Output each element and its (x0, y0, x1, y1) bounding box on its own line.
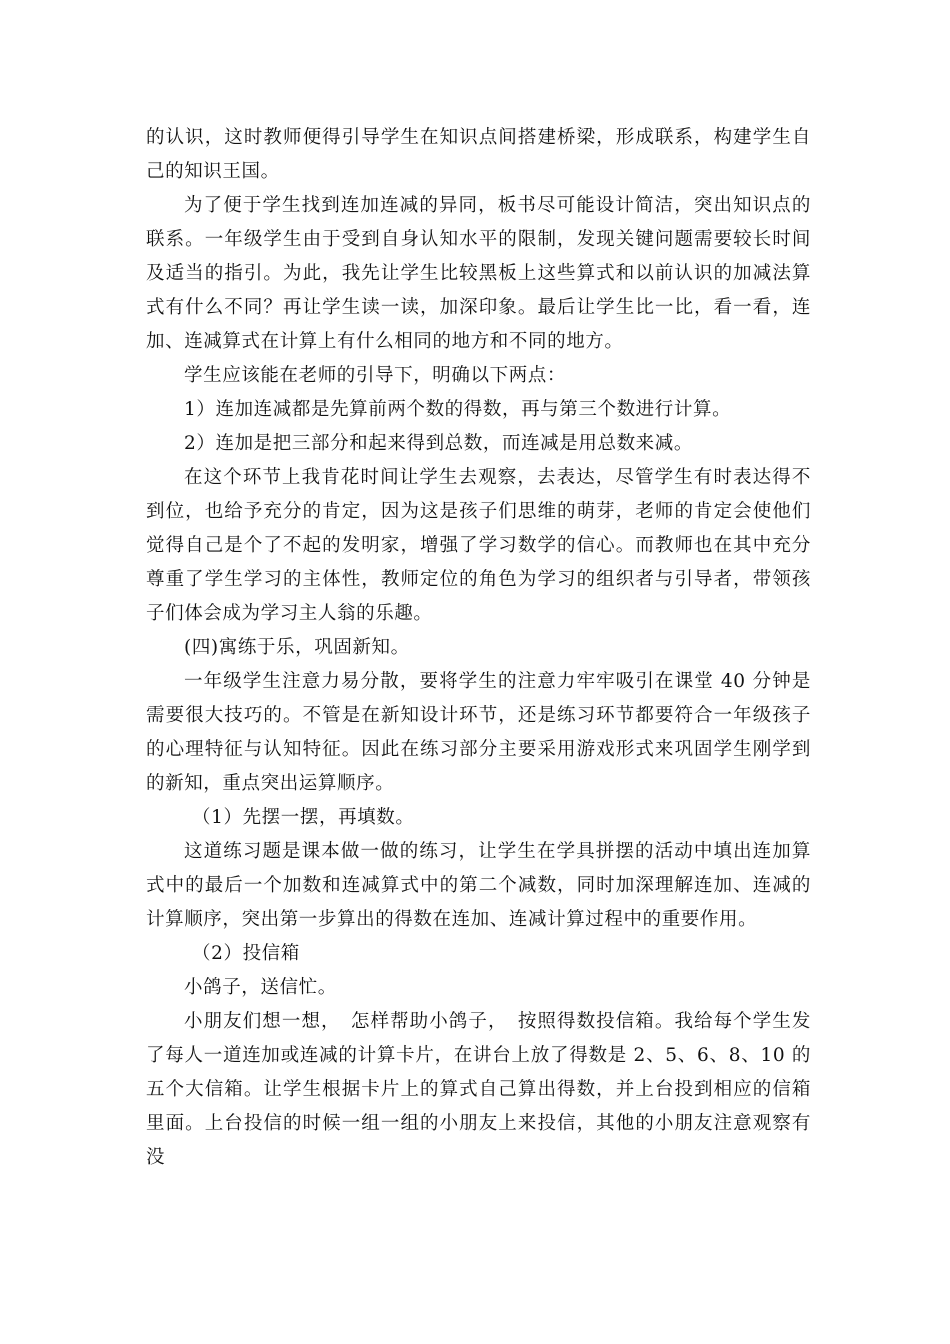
sub-heading-1: （1）先摆一摆，再填数。 (192, 807, 415, 828)
paragraph-5: 一年级学生注意力易分散，要将学生的注意力牢牢吸引在课堂 40 分钟是需要很大技巧的。不管是在新知设计环节，还是练习环节都要符合一年级孩子的心理特征与认知特征。因此在练习部分主要采用游戏形式来巩固学生刚学到的新知，重点突出运算顺序。 (146, 671, 811, 794)
paragraph-6: 这道练习题是课本做一做的练习，让学生在学具拼摆的活动中填出连加算式中的最后一个加数和连减算式中的第二个减数，同时加深理解连加、连减的计算顺序，突出第一步算出的得数在连加、连减计算过程中的重要作用。 (146, 841, 811, 930)
sub-heading-2: （2）投信箱 (192, 943, 300, 964)
paragraph-8: 小朋友们想一想， 怎样帮助小鸽子， 按照得数投信箱。我给每个学生发了每人一道连加或连减的计算卡片，在讲台上放了得数是 2、5、6、8、10 的五个大信箱。让学生根据卡片上的算式自己算出得数，并上台投到相应的信箱里面。上台投信的时候一组一组的小朋友上来投信，其他的小朋友注意观察有没 (146, 1011, 811, 1168)
paragraph-4: 在这个环节上我肯花时间让学生去观察，去表达，尽管学生有时表达得不到位，也给予充分的肯定，因为这是孩子们思维的萌芽，老师的肯定会使他们觉得自己是个了不起的发明家，增强了学习数学的信心。而教师也在其中充分尊重了学生学习的主体性，教师定位的角色为学习的组织者与引导者，带领孩子们体会成为学习主人翁的乐趣。 (146, 467, 811, 624)
list-item-1: 1）连加连减都是先算前两个数的得数，再与第三个数进行计算。 (184, 399, 732, 420)
section-heading: (四)寓练于乐，巩固新知。 (184, 637, 410, 658)
document-page (146, 121, 811, 1175)
list-item-2: 2）连加是把三部分和起来得到总数，而连减是用总数来减。 (184, 433, 693, 454)
paragraph-1: 的认识，这时教师便得引导学生在知识点间搭建桥梁，形成联系，构建学生自己的知识王国。 (146, 127, 811, 182)
paragraph-3: 学生应该能在老师的引导下，明确以下两点： (184, 365, 567, 386)
paragraph-2: 为了便于学生找到连加连减的异同，板书尽可能设计简洁，突出知识点的联系。一年级学生由于受到自身认知水平的限制，发现关键问题需要较长时间及适当的指引。为此，我先让学生比较黑板上这些算式和以前认识的加减法算式有什么不同？再让学生读一读，加深印象。最后让学生比一比，看一看，连加、连减算式在计算上有什么相同的地方和不同的地方。 (146, 195, 811, 352)
paragraph-7: 小鸽子，送信忙。 (184, 977, 337, 998)
